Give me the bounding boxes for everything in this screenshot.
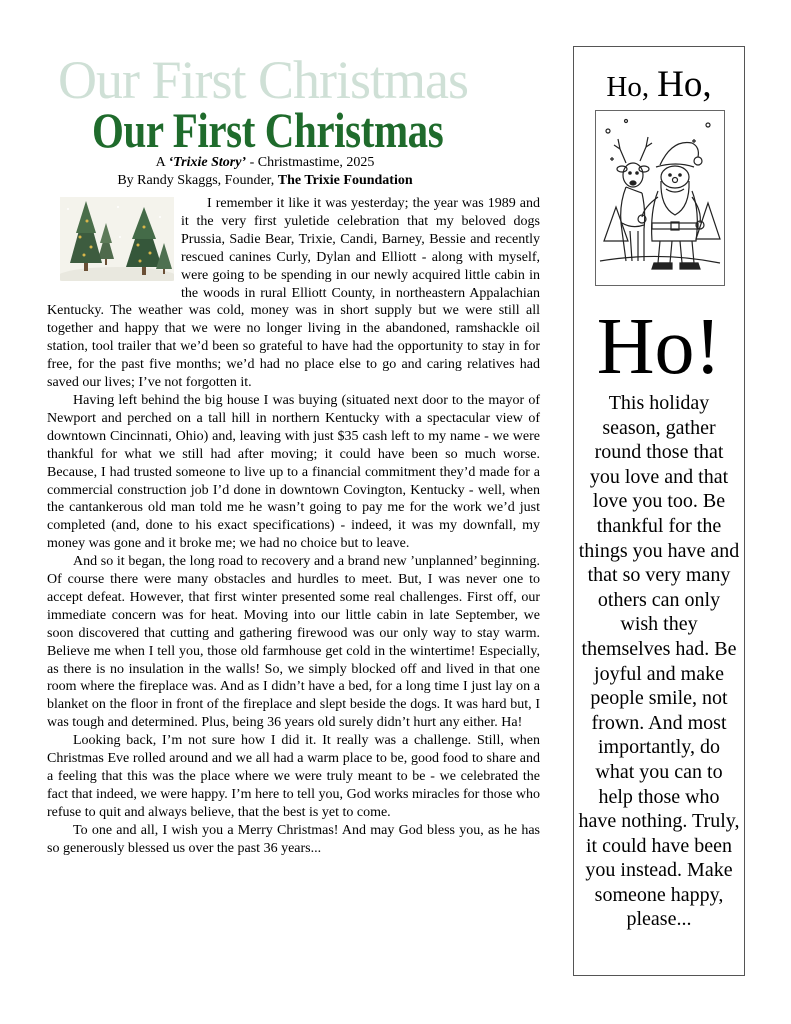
image-spacer xyxy=(47,195,181,289)
ho-first: Ho, xyxy=(606,71,650,103)
article-body xyxy=(47,195,540,858)
ho-second: Ho, xyxy=(657,64,712,105)
byline-organization: The Trixie Foundation xyxy=(277,173,413,188)
article-paragraph: And so it began, the long road to recovery and a brand new ’unplanned’ beginning. Of course there were many obstacles and hurdles to meet. But, I was never one to accept defeat. However, that first winter presented some real challenges. First off, our immediate concern was for heat. Moving into our little cabin in late September, we soon discovered that cutting and gathering firewood was our only way to stay warm. Believe me when I tell you, those old farmhouse get cold in the wintertime! Especially, as there is no insulation in the walls! So, we simply blocked off and lived in that one room where the fireplace was. And as I didn’t have a bed, for a long time I just lay on a blanket on the floor in front of the fireplace and slept beside the dogs. It was hard but, I was tough and determined. Plus, being 36 years old surely didn’t hurt any either. Ha! xyxy=(47,554,540,731)
santa-reindeer-illustration xyxy=(595,110,725,286)
ho-final: Ho! xyxy=(596,303,722,391)
subtitle-story: ‘Trixie Story’ xyxy=(168,155,247,170)
article-paragraph: To one and all, I wish you a Merry Christmas! And may God bless you, as he has so generously blessed us over the past 36 years... xyxy=(47,822,540,856)
ho-ho-heading xyxy=(574,65,744,107)
article-paragraph: Having left behind the big house I was buying (situated next door to the mayor of Newport and perched on a tall hill in northern Kentucky with a spectacular view of downtown Cincinnati, Ohio) and, leaving with just $35 cash left to my name - we were thankful for what we still had after moving; it could have been so much worse. Because, I had trusted someone to live up to a financial commitment they’d made for a commercial construction job I’d done in downtown Covington, Kentucky - well, when the cantankerous old man told me he wasn’t going to pay me for the work we’d just completed (and, done to his exact specifications) - indeed, it was my downfall, my money was gone and it broke me; we had no choice but to leave. xyxy=(47,392,540,552)
subtitle-prefix: A xyxy=(155,155,169,170)
ghost-title: Our First Christmas xyxy=(58,50,469,110)
subtitle-suffix: - Christmastime, 2025 xyxy=(246,155,375,170)
holiday-message: This holiday season, gather round those that you love and that love you too. Be thankful for the things you have and that so very many others can only wish they themselves had. Be joyful and make people smile, not frown. And most importantly, do what you can to help those who have nothing. Truly, it could have been you instead. Make someone happy, please... xyxy=(578,392,740,931)
article-paragraph: I remember it like it was yesterday; the year was 1989 and it the very first yuletide celebration that my beloved dogs Prussia, Sadie Bear, Trixie, Candi, Barney, Bessie and recently rescued canines Curly, Dylan and Elliott - along with myself, were going to be spending in our newly acquired little cabin in the woods in rural Elliott County, in northeastern Appalachian Kentucky. The weather was cold, money was in short supply but we were still all together and happy that we were no longer living in the abandoned, ramshackle oil station, tool trailer that we’d been so grateful to have had the opportunity to stay in for free, for the past five months; we’d had no place else to go and caring relatives had saved our lives; I’ve not forgotten it. xyxy=(47,196,540,391)
holiday-sidebar xyxy=(573,46,745,976)
page-title: Our First Christmas xyxy=(92,102,444,158)
subtitle xyxy=(60,154,470,171)
byline xyxy=(60,172,470,189)
article-paragraph: Looking back, I’m not sure how I did it. It really was a challenge. Still, when Christmas Eve rolled around and we all had a warm place to be, good food to share and a feeling that this was the place where we were truly meant to be - we celebrated the fact that indeed, we were happy. I’m here to tell you, God works miracles for those who refuse to quit and always believe, that the best is yet to come. xyxy=(47,733,540,820)
byline-author: By Randy Skaggs, Founder, xyxy=(117,173,278,188)
